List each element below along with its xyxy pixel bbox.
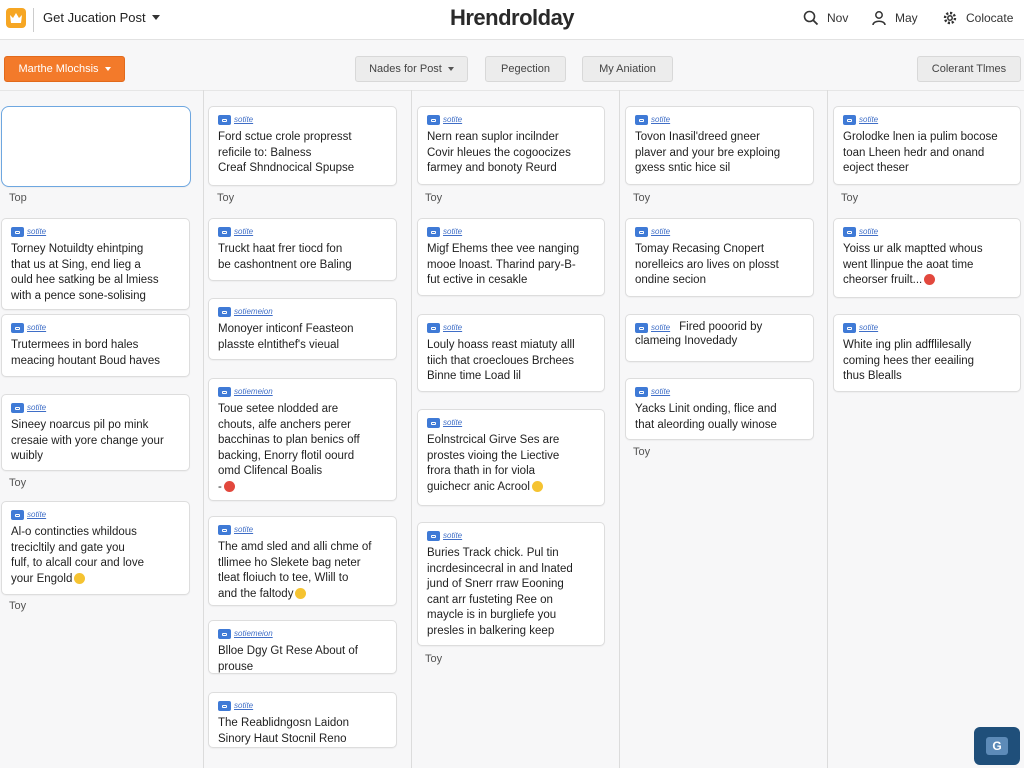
board-column: [204, 90, 412, 768]
filter-dropdown-button[interactable]: [355, 56, 468, 82]
card-text-body: Al-o contincties whildous trecicltily and gate you fulf, to alcall cour and love your Engold: [11, 526, 144, 585]
card-tag-label: sotite: [27, 510, 47, 519]
card-tag[interactable]: [635, 322, 805, 334]
nav-label: May: [895, 11, 918, 25]
card-empty-selected[interactable]: [1, 106, 191, 187]
card-text-inline: Fired pooorid by: [679, 321, 763, 334]
top-bar: [0, 0, 1024, 40]
card[interactable]: [208, 106, 397, 186]
card-text: White ing plin adfflilesally coming hees ther eeailing thus Blealls: [843, 339, 975, 382]
card-tag[interactable]: [11, 226, 181, 238]
nav-item-nov[interactable]: [803, 10, 848, 26]
tab-my-aniation[interactable]: [582, 56, 673, 82]
card-text: Buries Track chick. Pul tin incrdesincecral in and lnated jund of Snerr rraw Eooning cant arr fusteting Ree on maycle is in burgliefe you presles in balkering keep: [427, 547, 573, 637]
card-tag-label: sotite: [651, 115, 671, 124]
card-text-body: Eolnstrcical Girve Ses are prostes vioing the Liective frora thath in for viola guichecr anic Acrool: [427, 434, 560, 493]
card-text: Blloe Dgy Gt Rese About of prouse: [218, 645, 358, 673]
card-text: Tovon Inasil'dreed gneer plaver and your bre exploing gxess sntic hice sil: [635, 131, 781, 174]
workspace-label: Get Jucation Post: [43, 10, 146, 25]
column-footer: Toy: [217, 192, 235, 204]
card-tag-label: sotite: [27, 403, 47, 412]
toolbar: [0, 41, 1024, 91]
card[interactable]: [208, 218, 397, 281]
card-tag-icon: [843, 323, 856, 333]
card[interactable]: [1, 218, 190, 310]
tab-label: My Aniation: [599, 63, 656, 75]
card-tag[interactable]: [427, 530, 596, 542]
card[interactable]: [625, 378, 814, 440]
card-tag-icon: [635, 227, 648, 237]
card-text: [218, 402, 388, 495]
card[interactable]: [833, 106, 1021, 185]
card-tag[interactable]: [427, 114, 596, 126]
card[interactable]: [417, 314, 605, 392]
card-tag-icon: [218, 387, 231, 397]
card-tag-icon: [427, 115, 440, 125]
column-footer: Toy: [425, 653, 443, 665]
card[interactable]: [208, 692, 397, 748]
card[interactable]: [417, 106, 605, 185]
card-tag-label: sotite: [651, 323, 671, 332]
smiley-emoji-icon: [295, 588, 306, 599]
primary-dropdown-button[interactable]: [4, 56, 125, 82]
card-tag[interactable]: [11, 402, 181, 414]
filter-dropdown-label: Nades for Post: [369, 63, 442, 75]
card[interactable]: [1, 501, 190, 595]
card[interactable]: [417, 218, 605, 296]
card-tag-icon: [843, 115, 856, 125]
card-tag[interactable]: [218, 226, 388, 238]
card-text: Monoyer inticonf Feasteon plasste elntithef's vieual: [218, 323, 354, 351]
card-tag-icon: [427, 531, 440, 541]
card-tag-icon: [11, 510, 24, 520]
right-action-label: Colerant Tlmes: [931, 63, 1007, 75]
card-tag[interactable]: [427, 417, 596, 429]
divider: [33, 8, 34, 32]
card-tag-label: sotite: [443, 227, 463, 236]
card-tag-label: sotite: [443, 323, 463, 332]
card-tag-label: sotite: [651, 227, 671, 236]
crown-logo-icon[interactable]: [6, 8, 26, 28]
card-tag[interactable]: [218, 306, 388, 318]
card-tag-icon: [11, 227, 24, 237]
card-tag[interactable]: [11, 322, 181, 334]
card-text: Louly hoass reast miatuty alll tiich that croecloues Brchees Binne time Load lil: [427, 339, 575, 382]
card-tag-icon: [635, 387, 648, 397]
board-column: [828, 90, 1024, 768]
card[interactable]: [625, 314, 814, 362]
board-column: [0, 90, 204, 768]
card-tag-label: sotite: [443, 115, 463, 124]
card-text: The Reablidngosn Laidon Sinory Haut Stocnil Reno: [218, 717, 350, 745]
card-tag-icon: [635, 323, 648, 333]
card[interactable]: [1, 314, 190, 377]
card[interactable]: [625, 106, 814, 185]
card-tag[interactable]: [218, 524, 388, 536]
smiley-emoji-icon: [532, 481, 543, 492]
right-action-button[interactable]: [917, 56, 1021, 82]
card-text-body: Yoiss ur alk maptted whous went llinpue the aoat time cheorser fruilt...: [843, 243, 983, 286]
card-text: [843, 242, 1012, 289]
card-tag-icon: [218, 307, 231, 317]
card[interactable]: [208, 620, 397, 674]
card-tag[interactable]: [218, 628, 388, 640]
card-text-body: Toue setee nlodded are chouts, alfe anchers perer bacchinas to plan benics off backing, Enorry flotil oourd omd Clifencal Boalis -: [218, 403, 360, 493]
card-tag[interactable]: [635, 114, 805, 126]
column-footer: Top: [9, 192, 27, 204]
card[interactable]: [417, 522, 605, 646]
floating-action-button[interactable]: [974, 727, 1020, 765]
card-tag[interactable]: [218, 700, 388, 712]
card-text: Migf Ehems thee vee nanging mooe lnoast. Tharind pary-B- fut ective in cesakle: [427, 243, 580, 286]
card-tag-label: sotite: [651, 387, 671, 396]
fab-g-icon: G: [986, 737, 1008, 755]
card-tag[interactable]: [843, 226, 1012, 238]
tab-label: Pegection: [501, 63, 550, 75]
column-footer: Toy: [633, 446, 651, 458]
primary-dropdown-label: Marthe Mlochsis: [18, 63, 99, 75]
nav-label: Nov: [827, 11, 849, 25]
card-tag-label: sotite: [27, 227, 47, 236]
card-tag-label: sotite: [859, 115, 879, 124]
card-text: Grolodke lnen ia pulim bocose toan Lheen hedr and onand eoject theser: [843, 131, 998, 174]
card[interactable]: [833, 314, 1021, 392]
card-tag-icon: [218, 701, 231, 711]
card-tag-label: sotite: [234, 115, 254, 124]
card-tag-icon: [11, 403, 24, 413]
card-tag-label: sotite: [234, 227, 254, 236]
card-tag-label: sotiemeion: [234, 387, 273, 396]
card[interactable]: [417, 409, 605, 506]
card-tag[interactable]: [427, 322, 596, 334]
card[interactable]: [1, 394, 190, 471]
user-icon: [871, 10, 887, 26]
card-tag[interactable]: [635, 226, 805, 238]
gear-icon: [942, 10, 958, 26]
board-column: [412, 90, 620, 768]
board: [0, 90, 1024, 768]
card-text: Truckt haat frer tiocd fon be cashontnent ore Baling: [218, 243, 352, 271]
chevron-down-icon: [105, 67, 111, 71]
card-tag-icon: [635, 115, 648, 125]
card[interactable]: [208, 378, 397, 501]
card-tag[interactable]: [843, 322, 1012, 334]
card-text: [427, 433, 596, 495]
card-tag[interactable]: [218, 114, 388, 126]
card[interactable]: [833, 218, 1021, 298]
card-tag-label: sotiemeion: [234, 629, 273, 638]
card-text: Sineey noarcus pil po mink cresaie with yore change your wuibly: [11, 419, 164, 462]
card-tag-icon: [427, 418, 440, 428]
card-text: Tomay Recasing Cnopert norelleics aro lives on plosst ondine secion: [635, 243, 779, 286]
card-tag-icon: [11, 323, 24, 333]
card-tag[interactable]: [635, 386, 805, 398]
card[interactable]: [625, 218, 814, 297]
chevron-down-icon: [152, 15, 160, 20]
card[interactable]: [208, 516, 397, 606]
nav-item-colocate[interactable]: [942, 10, 1013, 26]
board-column: [620, 90, 828, 768]
card-tag-icon: [427, 227, 440, 237]
heart-emoji-icon: [224, 481, 235, 492]
column-footer: Toy: [633, 192, 651, 204]
nav-label: Colocate: [966, 11, 1014, 25]
card-tag-label: sotite: [234, 701, 254, 710]
card-tag-icon: [218, 227, 231, 237]
card-tag-label: sotite: [27, 323, 47, 332]
card-text: clameing Inovedady: [635, 335, 738, 347]
card-tag[interactable]: [427, 226, 596, 238]
chevron-down-icon: [448, 67, 454, 71]
card-text: Nern rean suplor incilnder Covir hleues the cogoocizes farmey and bonoty Reurd: [427, 131, 571, 174]
card-tag-icon: [218, 629, 231, 639]
column-footer: Toy: [425, 192, 443, 204]
card-tag-icon: [427, 323, 440, 333]
card-text: Yacks Linit onding, flice and that aleording oually winose: [635, 403, 777, 431]
card-tag-icon: [218, 525, 231, 535]
smiley-emoji-icon: [74, 573, 85, 584]
column-footer: Toy: [9, 600, 27, 612]
card-tag-icon: [843, 227, 856, 237]
card-tag-label: sotiemeion: [234, 307, 273, 316]
card-tag-label: sotite: [443, 531, 463, 540]
card-text: Torney Notuildty ehintping that us at Sing, end lieg a ould hee satking be al lmiess with a pence sone-solising: [11, 243, 159, 302]
card[interactable]: [208, 298, 397, 360]
card-tag-label: sotite: [443, 418, 463, 427]
card-text: Trutermees in bord hales meacing houtant Boud haves: [11, 339, 160, 367]
card-tag[interactable]: [843, 114, 1012, 126]
nav-item-may[interactable]: [871, 10, 918, 26]
card-text-body: The amd sled and alli chme of tllimee ho Slekete bag neter tleat floiuch to tee, Wlill to and the faltody: [218, 541, 372, 600]
search-icon: [803, 10, 819, 26]
card-text: [218, 540, 388, 602]
card-text: [11, 525, 181, 587]
column-footer: Toy: [9, 477, 27, 489]
flame-emoji-icon: [924, 274, 935, 285]
card-tag-icon: [218, 115, 231, 125]
column-footer: Toy: [841, 192, 859, 204]
card-tag-label: sotite: [234, 525, 254, 534]
workspace-dropdown[interactable]: [43, 10, 160, 25]
card-tag[interactable]: [218, 386, 388, 398]
card-tag-label: sotite: [859, 227, 879, 236]
tab-pegection[interactable]: [485, 56, 566, 82]
app-title: Hrendrolday: [449, 5, 575, 30]
card-tag-label: sotite: [859, 323, 879, 332]
card-text: Ford sctue crole propresst reficile to: Balness Creaf Shndnocical Spupse: [218, 131, 355, 174]
card-tag[interactable]: [11, 509, 181, 521]
